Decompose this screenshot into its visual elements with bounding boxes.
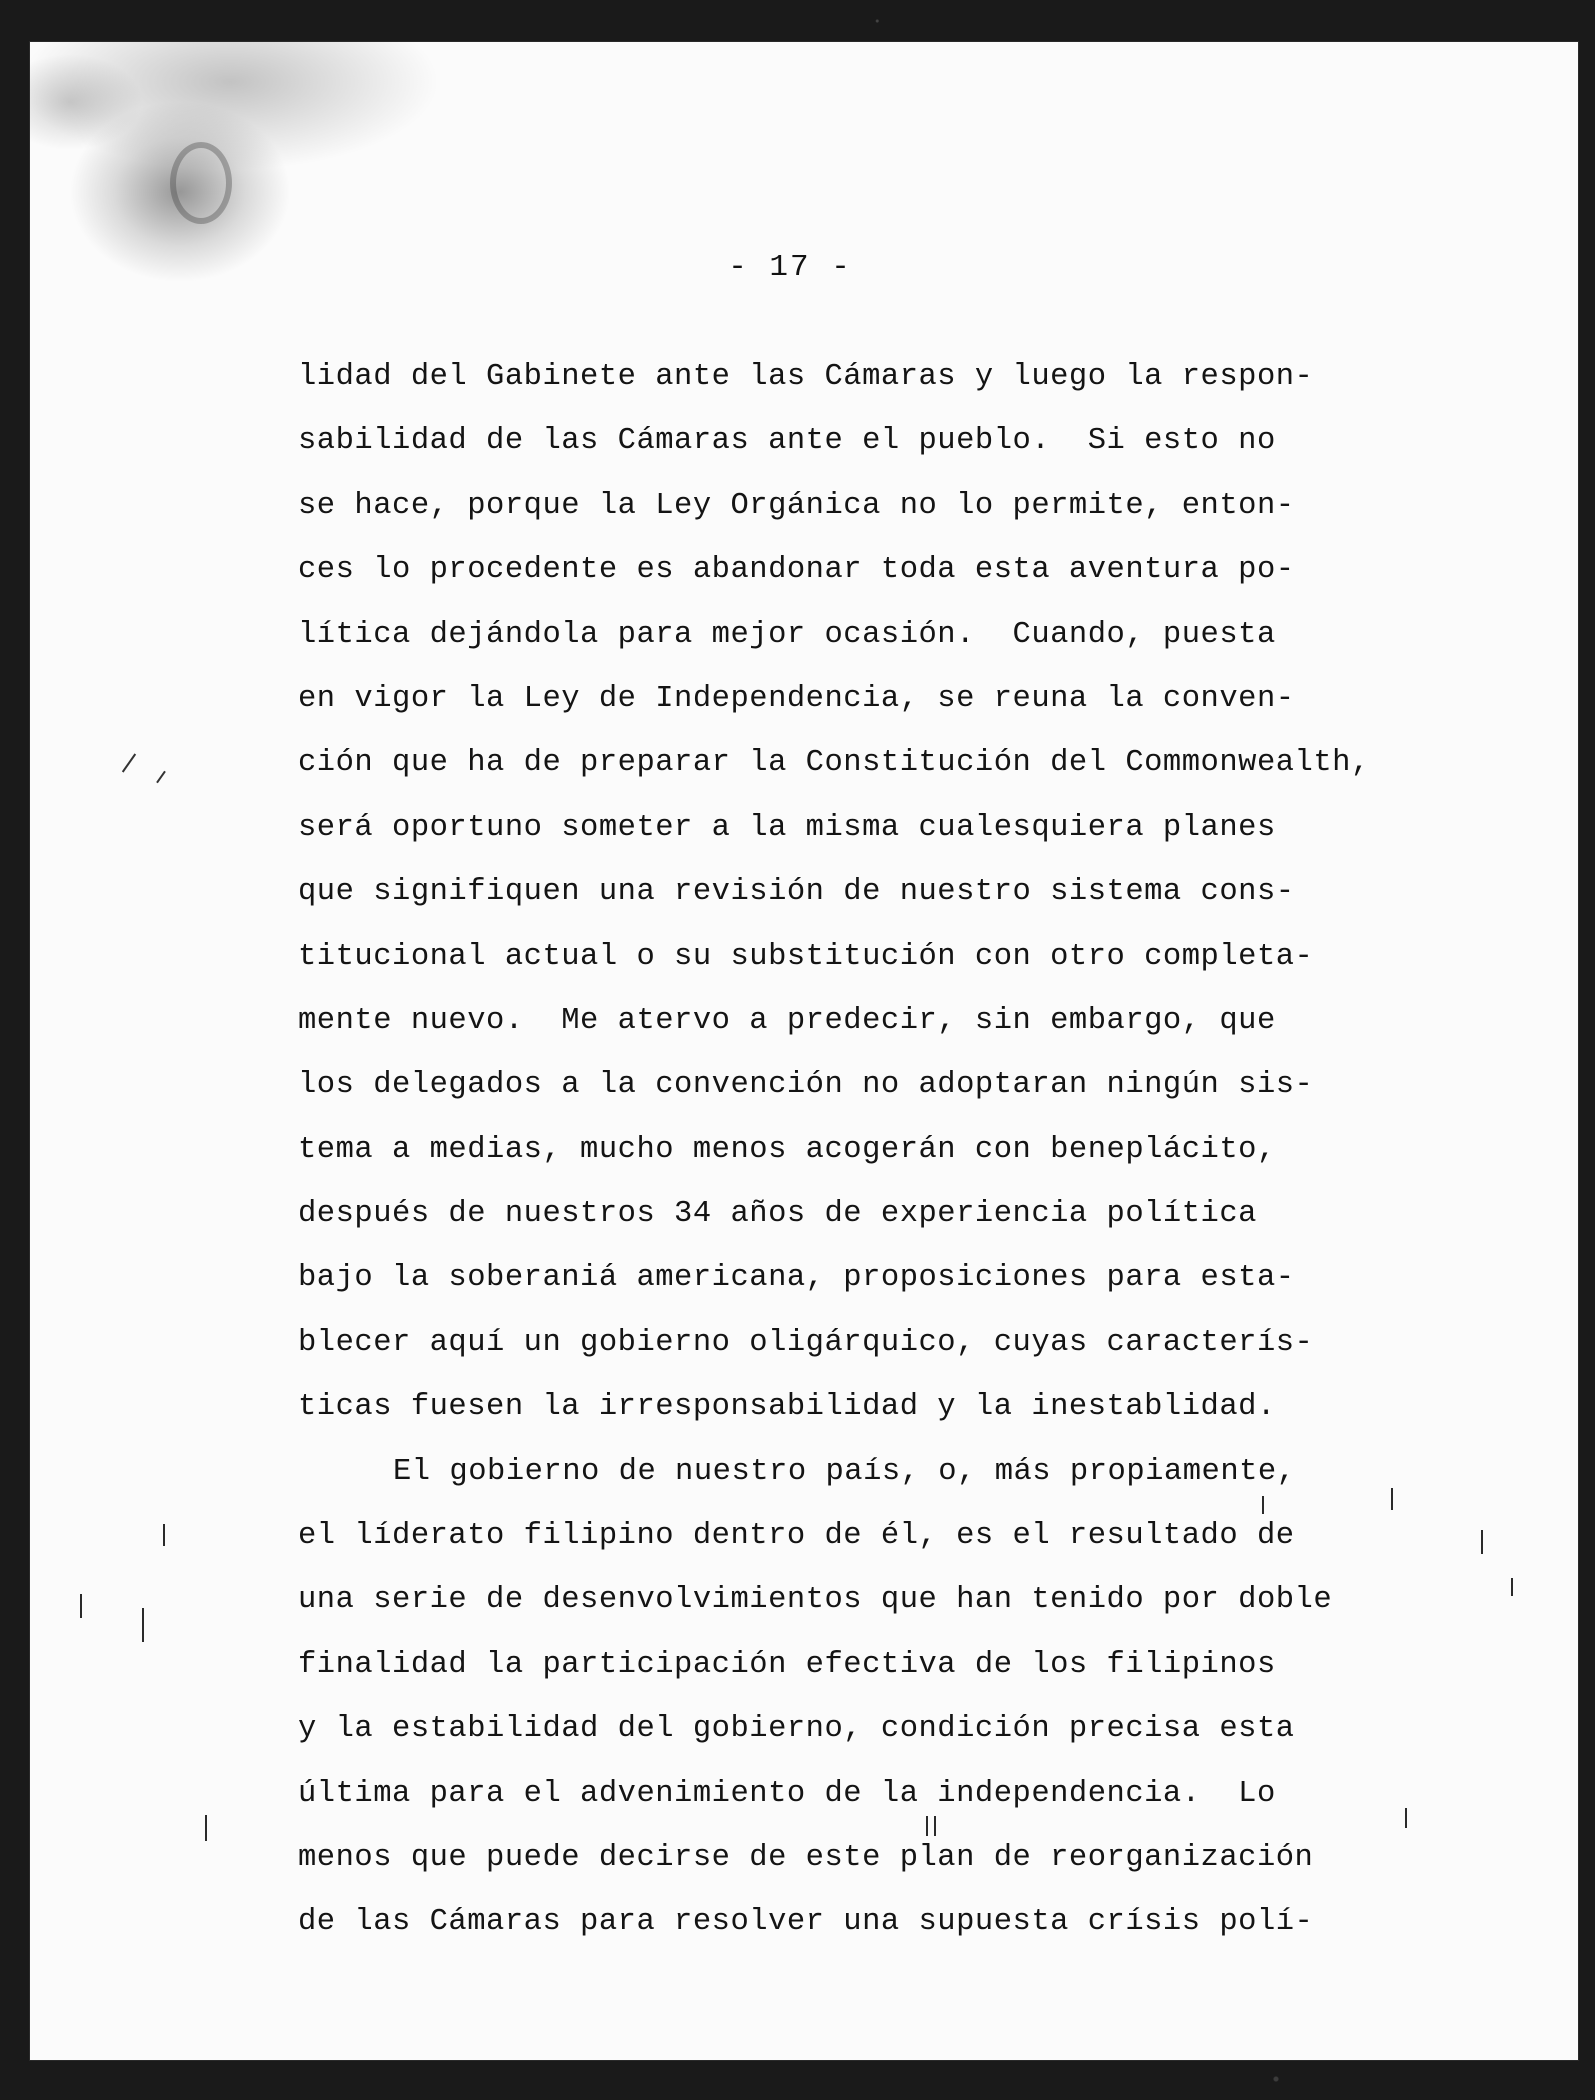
text-line: después de nuestros 34 años de experiencia política [298,1197,1257,1232]
text-line: lítica dejándola para mejor ocasión. Cuando, puesta [298,617,1276,652]
text-line: ción que ha de preparar la Constitución del Commonwealth, [298,746,1370,781]
paragraph-first-line: El gobierno de nuestro país, o, más propiamente, [393,1454,1296,1489]
text-line: ticas fuesen la irresponsabilidad y la inestablidad. [298,1390,1276,1425]
text-line: los delegados a la convención no adoptaran ningún sis- [298,1068,1314,1103]
text-line: lidad del Gabinete ante las Cámaras y luego la respon- [298,360,1314,394]
text-line: tema a medias, mucho menos acogerán con beneplácito, [298,1132,1276,1167]
text-line: será oportuno someter a la misma cualesquiera planes [298,810,1276,845]
ink-smudge [30,42,550,282]
text-line: bajo la soberaniá americana, proposiciones para esta- [298,1261,1295,1296]
text-line: blecer aquí un gobierno oligárquico, cuyas caracterís- [298,1325,1314,1360]
scan-artifact-mark [1405,1808,1407,1828]
smudge-ring [170,142,232,224]
text-line: el líderato filipino dentro de él, es el resultado de [298,1519,1295,1554]
scan-artifact-mark [1511,1578,1513,1596]
scan-artifact-mark [1391,1488,1393,1510]
page-number: - 17 - [728,250,852,285]
scan-artifact-mark [80,1594,82,1618]
scan-artifact-mark [205,1815,207,1841]
text-line: que signifiquen una revisión de nuestro sistema cons- [298,875,1295,910]
text-line: y la estabilidad del gobierno, condición precisa esta [298,1712,1295,1747]
text-line: última para el advenimiento de la independencia. Lo [298,1776,1276,1811]
text-line: en vigor la Ley de Independencia, se reuna la conven- [298,681,1295,716]
text-line: finalidad la participación efectiva de los filipinos [298,1647,1276,1682]
text-line: menos que puede decirse de este plan de reorganización [298,1840,1314,1875]
text-line: ces lo procedente es abandonar toda esta aventura po- [298,553,1295,588]
scan-artifact-mark [926,1816,928,1836]
text-line: mente nuevo. Me atervo a predecir, sin embargo, que [298,1003,1276,1038]
scan-artifact-mark [163,1524,165,1546]
scan-artifact-mark [934,1816,936,1836]
scan-artifact-mark [1262,1496,1264,1514]
text-line: sabilidad de las Cámaras ante el pueblo. Si esto no [298,424,1276,459]
text-line: de las Cámaras para resolver una supuesta crísis polí- [298,1905,1314,1940]
scan-artifact-mark [1481,1530,1483,1554]
text-line: se hace, porque la Ley Orgánica no lo permite, enton- [298,488,1295,523]
body-text [298,345,1438,1955]
scan-artifact-mark [142,1608,144,1642]
text-line: una serie de desenvolvimientos que han tenido por doble [298,1583,1333,1618]
text-line: titucional actual o su substitución con otro completa- [298,939,1314,974]
